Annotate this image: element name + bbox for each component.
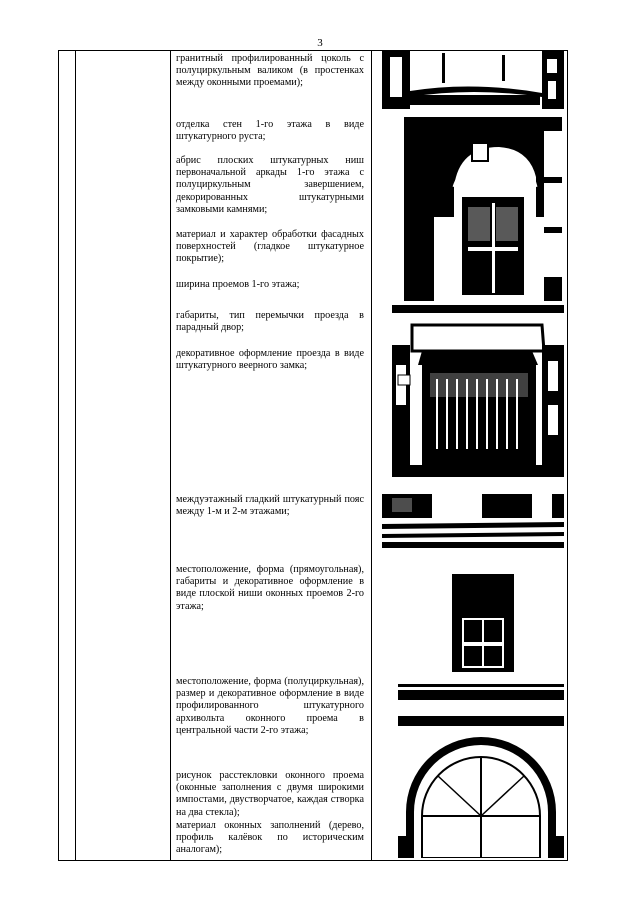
item-text: местоположение, форма (прямоугольная), габариты и декоративное оформление в виде плоской ниши оконных проемов 2-го этажа; [176, 564, 364, 612]
arcade-niche-photo-icon [404, 117, 562, 301]
item-text: гранитный профилированный цоколь с полуциркульным валиком (в простенках между оконными проемами); [176, 53, 364, 89]
belt-course-photo-icon [382, 494, 564, 548]
table-col-divider-2 [170, 50, 171, 860]
table-border-bottom [58, 860, 568, 861]
page-number: 3 [317, 37, 323, 49]
item-text: отделка стен 1-го этажа в виде штукатурного руста; [176, 119, 364, 143]
plinth-photo-icon [382, 51, 564, 109]
item-text: материал и характер обработки фасадных поверхностей (гладкое штукатурное покрытие); [176, 229, 364, 265]
table-col-divider-3 [371, 50, 372, 860]
table-border-right [567, 50, 568, 860]
item-text: рисунок расстекловки оконного проема (оконные заполнения с двумя широкими импостами, двустворчатое, каждая створка на два стекла); [176, 770, 364, 818]
table-border-left [58, 50, 59, 860]
item-text: материал оконных заполнений (дерево, профиль калёвок по историческим аналогам); [176, 820, 364, 856]
second-floor-window-photo-icon [398, 570, 564, 700]
item-text: габариты, тип перемычки проезда в парадный двор; [176, 310, 364, 334]
table-col-divider-1 [75, 50, 76, 860]
item-text: абрис плоских штукатурных ниш первоначальной аркады 1-го этажа с полуциркульным завершением, декорированных штукатурными замковыми камнями; [176, 155, 364, 215]
arched-window-photo-icon [398, 716, 564, 858]
item-text: междуэтажный гладкий штукатурный пояс между 1-м и 2-м этажами; [176, 494, 364, 518]
gate-passage-photo-icon [392, 305, 564, 477]
item-text: местоположение, форма (полуциркульная), размер и декоративное оформление в виде профилированного штукатурного архивольта оконного проема в центральной части 2-го этажа; [176, 676, 364, 736]
item-text: ширина проемов 1-го этажа; [176, 279, 300, 290]
item-text: декоративное оформление проезда в виде штукатурного веерного замка; [176, 348, 364, 372]
